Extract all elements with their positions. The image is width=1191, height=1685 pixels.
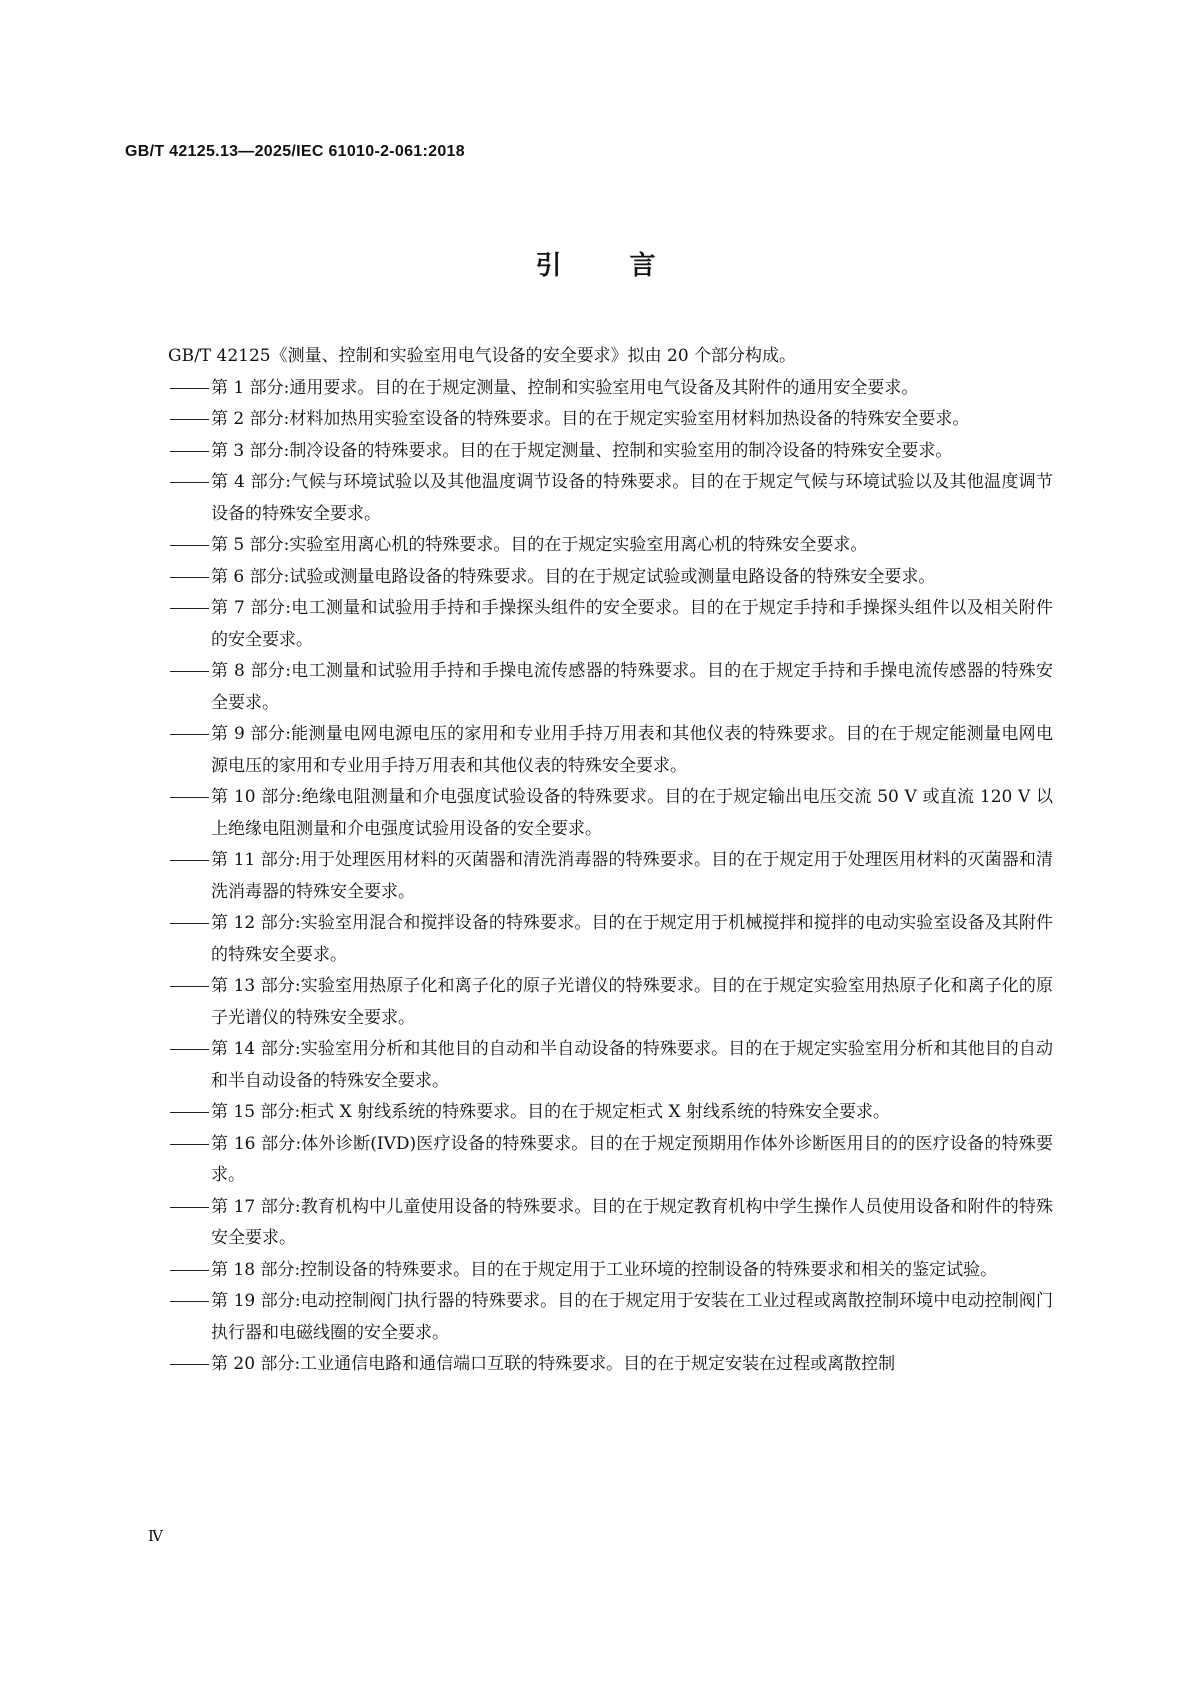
- list-item: [168, 530, 1053, 562]
- list-item-text: 第 1 部分:通用要求。目的在于规定测量、控制和实验室用电气设备及其附件的通用安全要求。: [211, 377, 919, 398]
- list-item-text: 第 4 部分:气候与环境试验以及其他温度调节设备的特殊要求。目的在于规定气候与环境试验以及其他温度调节设备的特殊安全要求。: [211, 472, 1053, 524]
- list-item: [168, 719, 1053, 782]
- list-item-text: 第 10 部分:绝缘电阻测量和介电强度试验设备的特殊要求。目的在于规定输出电压交流 50 V 或直流 120 V 以上绝缘电阻测量和介电强度试验用设备的安全要求。: [211, 787, 1053, 839]
- list-item-text: 第 19 部分:电动控制阀门执行器的特殊要求。目的在于规定用于安装在工业过程或离散控制环境中电动控制阀门执行器和电磁线圈的安全要求。: [211, 1291, 1053, 1343]
- list-item: [168, 373, 1053, 405]
- list-item: [168, 436, 1053, 468]
- list-item-text: 第 11 部分:用于处理医用材料的灭菌器和清洗消毒器的特殊要求。目的在于规定用于处理医用材料的灭菌器和清洗消毒器的特殊安全要求。: [211, 850, 1053, 902]
- list-item: [168, 467, 1053, 530]
- list-item-text: 第 13 部分:实验室用热原子化和离子化的原子光谱仪的特殊要求。目的在于规定实验室用热原子化和离子化的原子光谱仪的特殊安全要求。: [211, 976, 1053, 1028]
- list-item-text: 第 8 部分:电工测量和试验用手持和手操电流传感器的特殊要求。目的在于规定手持和手操电流传感器的特殊安全要求。: [211, 661, 1053, 713]
- list-item-text: 第 17 部分:教育机构中儿童使用设备的特殊要求。目的在于规定教育机构中学生操作人员使用设备和附件的特殊安全要求。: [211, 1196, 1053, 1248]
- list-item-text: 第 2 部分:材料加热用实验室设备的特殊要求。目的在于规定实验室用材料加热设备的特殊安全要求。: [211, 409, 970, 429]
- list-item-text: 第 18 部分:控制设备的特殊要求。目的在于规定用于工业环境的控制设备的特殊要求和相关的鉴定试验。: [211, 1259, 998, 1280]
- list-item-text: 第 3 部分:制冷设备的特殊要求。目的在于规定测量、控制和实验室用的制冷设备的特殊安全要求。: [211, 440, 953, 461]
- list-item: [168, 1286, 1053, 1349]
- list-item: [168, 1255, 1053, 1287]
- list-item: [168, 562, 1053, 594]
- list-item-text: 第 15 部分:柜式 X 射线系统的特殊要求。目的在于规定柜式 X 射线系统的特殊安全要求。: [211, 1102, 890, 1122]
- introduction-body: [168, 341, 1053, 1381]
- list-item: [168, 782, 1053, 845]
- list-item-text: 第 12 部分:实验室用混合和搅拌设备的特殊要求。目的在于规定用于机械搅拌和搅拌的电动实验室设备及其附件的特殊安全要求。: [211, 913, 1053, 965]
- list-item-text: 第 7 部分:电工测量和试验用手持和手操探头组件的安全要求。目的在于规定手持和手操探头组件以及相关附件的安全要求。: [211, 598, 1053, 650]
- section-title: 引言: [535, 251, 724, 281]
- list-item-text: 第 5 部分:实验室用离心机的特殊要求。目的在于规定实验室用离心机的特殊安全要求。: [211, 535, 868, 555]
- list-item: [168, 845, 1053, 908]
- list-item: [168, 1034, 1053, 1097]
- list-item: [168, 593, 1053, 656]
- list-item: [168, 1192, 1053, 1255]
- list-item-text: 第 20 部分:工业通信电路和通信端口互联的特殊要求。目的在于规定安装在过程或离散控制: [211, 1354, 896, 1374]
- standard-code-header: GB/T 42125.13—2025/IEC 61010-2-061:2018: [125, 143, 465, 160]
- list-item: [168, 404, 1053, 436]
- list-item-text: 第 6 部分:试验或测量电路设备的特殊要求。目的在于规定试验或测量电路设备的特殊安全要求。: [211, 566, 936, 587]
- list-item-text: 第 14 部分:实验室用分析和其他目的自动和半自动设备的特殊要求。目的在于规定实验室用分析和其他目的自动和半自动设备的特殊安全要求。: [211, 1039, 1053, 1091]
- part-list: [168, 373, 1053, 1381]
- list-item: [168, 971, 1053, 1034]
- list-item: [168, 1097, 1053, 1129]
- list-item-text: 第 16 部分:体外诊断(IVD)医疗设备的特殊要求。目的在于规定预期用作体外诊断医用目的的医疗设备的特殊要求。: [211, 1133, 1053, 1185]
- list-item: [168, 908, 1053, 971]
- list-item: [168, 656, 1053, 719]
- intro-paragraph: GB/T 42125《测量、控制和实验室用电气设备的安全要求》拟由 20 个部分构成。: [168, 346, 797, 366]
- list-item: [168, 1129, 1053, 1192]
- list-item: [168, 1349, 1053, 1381]
- list-item-text: 第 9 部分:能测量电网电源电压的家用和专业用手持万用表和其他仪表的特殊要求。目的在于规定能测量电网电源电压的家用和专业用手持万用表和其他仪表的特殊安全要求。: [211, 724, 1053, 776]
- page-number: Ⅳ: [148, 1527, 163, 1545]
